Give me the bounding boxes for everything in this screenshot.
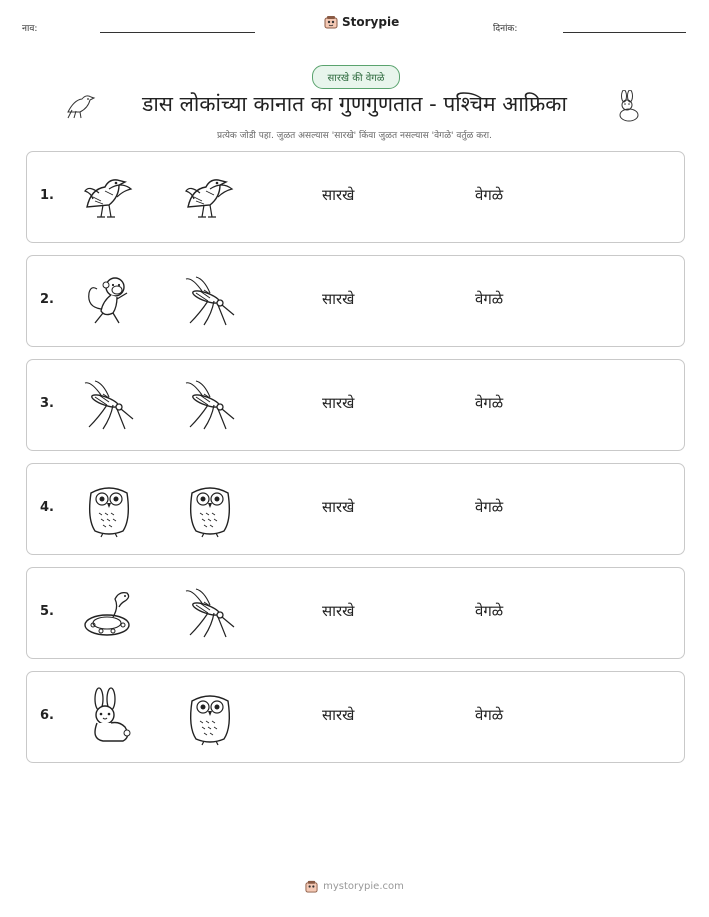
same-option[interactable]: सारखे	[322, 186, 355, 204]
brand-logo	[324, 15, 399, 29]
mosquito-icon	[180, 375, 240, 435]
question-row	[26, 671, 685, 763]
name-line[interactable]	[100, 32, 255, 33]
mosquito-icon	[180, 583, 240, 643]
date-line[interactable]	[563, 32, 686, 33]
same-option[interactable]: सारखे	[322, 394, 355, 412]
owl-icon	[180, 687, 240, 747]
worksheet-type-badge: सारखे की वेगळे	[312, 65, 400, 89]
question-number: 6.	[40, 708, 54, 723]
question-number: 1.	[40, 188, 54, 203]
footer	[0, 880, 709, 893]
mosquito-icon	[180, 271, 240, 331]
different-option[interactable]: वेगळे	[475, 186, 504, 204]
footer-url: mystorypie.com	[323, 881, 404, 892]
question-row	[26, 151, 685, 243]
storypie-logo-icon	[324, 15, 338, 29]
same-option[interactable]: सारखे	[322, 706, 355, 724]
same-option[interactable]: सारखे	[322, 602, 355, 620]
question-number: 3.	[40, 396, 54, 411]
same-option[interactable]: सारखे	[322, 290, 355, 308]
page-title: डास लोकांच्या कानात का गुणगुणतात - पश्चिम आफ्रिका	[142, 92, 567, 116]
question-number: 5.	[40, 604, 54, 619]
different-option[interactable]: वेगळे	[475, 290, 504, 308]
date-label: दिनांक:	[493, 24, 518, 34]
question-row	[26, 567, 685, 659]
bird-icon	[79, 167, 139, 227]
question-row	[26, 359, 685, 451]
bird-icon	[180, 167, 240, 227]
different-option[interactable]: वेगळे	[475, 394, 504, 412]
different-option[interactable]: वेगळे	[475, 498, 504, 516]
same-option[interactable]: सारखे	[322, 498, 355, 516]
question-row	[26, 463, 685, 555]
storypie-logo-icon	[305, 880, 318, 893]
mosquito-icon	[79, 375, 139, 435]
different-option[interactable]: वेगळे	[475, 602, 504, 620]
monkey-icon	[79, 271, 139, 331]
owl-icon	[180, 479, 240, 539]
different-option[interactable]: वेगळे	[475, 706, 504, 724]
brand-name: Storypie	[342, 15, 400, 29]
snake-icon	[79, 583, 139, 643]
rabbit-icon	[614, 90, 642, 122]
question-row	[26, 255, 685, 347]
rabbit-icon	[79, 687, 139, 747]
question-number: 2.	[40, 292, 54, 307]
question-number: 4.	[40, 500, 54, 515]
instructions: प्रत्येक जोडी पहा. जुळत असल्यास 'सारखे' किंवा जुळत नसल्यास 'वेगळे' वर्तुळ करा.	[216, 131, 492, 141]
name-label: नाव:	[22, 24, 38, 34]
owl-icon	[79, 479, 139, 539]
